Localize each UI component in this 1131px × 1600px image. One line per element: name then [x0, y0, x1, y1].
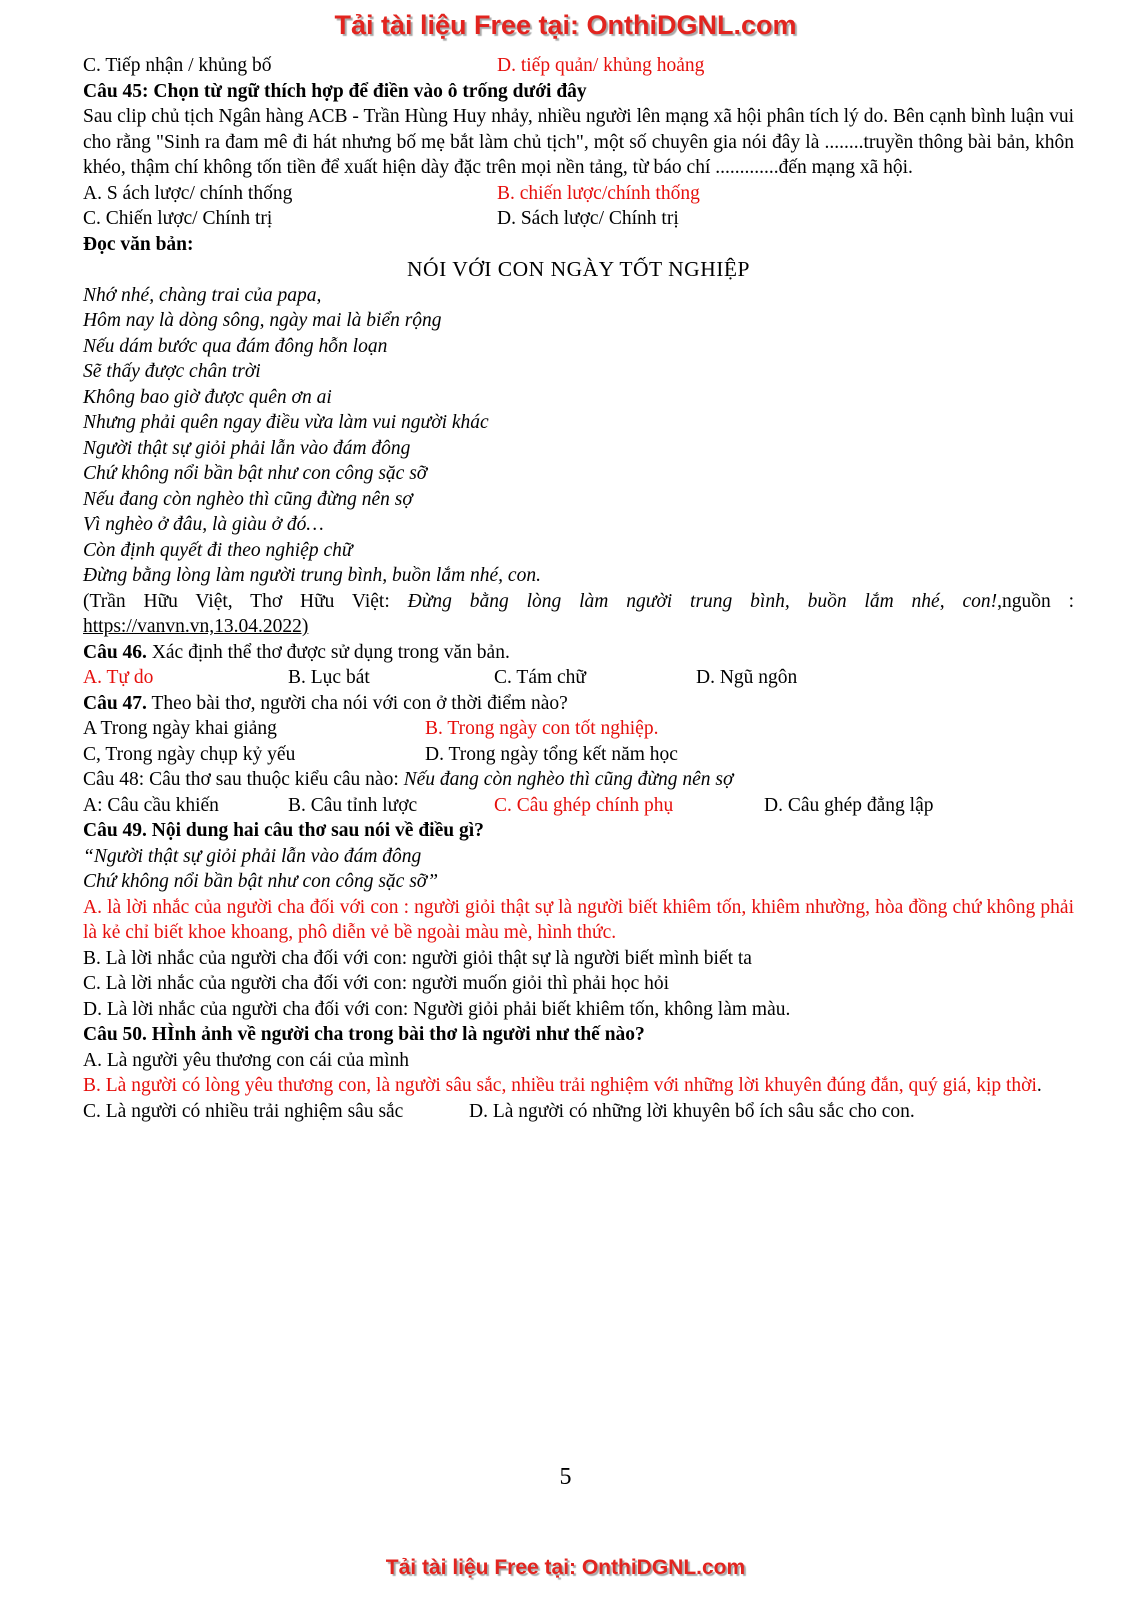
q50-option-b-period: .: [1036, 1075, 1042, 1096]
poem-line: Hôm nay là dòng sông, ngày mai là biển rộng: [83, 310, 442, 331]
q50-options-row-cd: [83, 1099, 1074, 1125]
q45-option-b: B. chiến lược/chính thống: [497, 182, 700, 204]
q50-heading: Câu 50. HÌnh ảnh về người cha trong bài thơ là người như thế nào?: [83, 1024, 645, 1045]
q45-heading: Câu 45: Chọn từ ngữ thích hợp để điền vào ô trống dưới đây: [83, 80, 587, 102]
poem-source-prefix: (Trần Hữu Việt, Thơ Hữu Việt:: [83, 590, 408, 612]
poem-line: Nhưng phải quên ngay điều vừa làm vui người khác: [83, 412, 489, 433]
poem-title: NÓI VỚI CON NGÀY TỐT NGHIỆP: [407, 257, 750, 281]
q46-option-a: A. Tự do: [83, 667, 154, 688]
q47-option-a: A Trong ngày khai giảng: [83, 718, 277, 739]
q48-options-row: [83, 793, 1074, 819]
q50-option-d: D. Là người có những lời khuyên bổ ích sâu sắc cho con.: [469, 1100, 915, 1122]
bottom-banner: Tải tài liệu Free tại: OnthiDGNL.com: [385, 1556, 746, 1579]
q45-option-c: C. Chiến lược/ Chính trị: [83, 208, 273, 229]
q47-heading-number: Câu 47.: [83, 692, 147, 714]
poem-line: Sẽ thấy được chân trời: [83, 361, 261, 382]
q45-option-a: A. S ách lược/ chính thống: [83, 182, 293, 204]
poem-line: Nếu dám bước qua đám đông hỗn loạn: [83, 335, 388, 357]
poem-line: Người thật sự giỏi phải lẫn vào đám đông: [83, 437, 411, 459]
q45-options-row-2: [83, 206, 1074, 232]
q44-option-c: C. Tiếp nhận / khủng bố: [83, 55, 272, 76]
q45-options-row-1: [83, 181, 1074, 207]
q49-option-c: C. Là lời nhắc của người cha đối với con: người muốn giỏi thì phải học hỏi: [83, 973, 670, 994]
q49-option-b: B. Là lời nhắc của người cha đối với con: người giỏi thật sự là người biết mình biết ta: [83, 947, 752, 969]
q46-option-d: D. Ngũ ngôn: [696, 667, 798, 688]
q50-option-b-text: B. Là người có lòng yêu thương con, là người sâu sắc, nhiều trải nghiệm với những lời khuyên đúng đắn, quý giá, kịp thời: [83, 1075, 1037, 1096]
question-46: [83, 640, 1074, 691]
question-49: [83, 818, 1074, 1022]
q47-heading-text: Theo bài thơ, người cha nói với con ở thời điểm nào?: [146, 692, 568, 714]
q47-heading: [83, 691, 1074, 717]
q48-heading-quote: Nếu đang còn nghèo thì cũng đừng nên sợ: [403, 769, 734, 790]
q47-options-row-1: [83, 716, 1074, 742]
q47-option-d: D. Trong ngày tổng kết năm học: [425, 743, 678, 765]
poem-line: Đừng bằng lòng làm người trung bình, buồn lắm nhé, con.: [83, 565, 541, 586]
q48-option-d: D. Câu ghép đẳng lập: [764, 794, 934, 816]
poem-line: Nếu đang còn nghèo thì cũng đừng nên sợ: [83, 488, 413, 510]
q50-option-b: [83, 1073, 1074, 1099]
poem-line: Chứ không nổi bần bật như con công sặc sỡ: [83, 463, 428, 484]
q48-heading-text: Câu 48: Câu thơ sau thuộc kiểu câu nào:: [83, 769, 404, 790]
poem-line: Vì nghèo ở đâu, là giàu ở đó…: [83, 514, 324, 535]
q50-option-c: C. Là người có nhiều trải nghiệm sâu sắc: [83, 1100, 404, 1122]
q46-option-c: C. Tám chữ: [494, 667, 586, 688]
poem-line: Còn định quyết đi theo nghiệp chữ: [83, 539, 353, 561]
question-45: [83, 79, 1074, 232]
q47-options-row-2: [83, 742, 1074, 768]
question-48: [83, 767, 1074, 818]
poem-source-title: Đừng bằng lòng làm người trung bình, buồn lắm nhé, con!: [407, 590, 998, 612]
q48-option-c: C. Câu ghép chính phụ: [494, 794, 674, 816]
q46-heading-text: Xác định thể thơ được sử dụng trong văn bản.: [146, 641, 510, 663]
q49-option-a: A. là lời nhắc của người cha đối với con : người giỏi thật sự là người biết khiêm tốn, khiêm nhường, hòa đồng chứ không phải là kẻ chỉ biết khoe khoang, phô diễn vẻ bề ngoài màu mè, hình thức.: [83, 896, 1074, 943]
q44-options-row: [83, 53, 1074, 79]
page-number: 5: [559, 1464, 572, 1490]
poem-line: Không bao giờ được quên ơn ai: [83, 386, 332, 408]
document-body: [0, 53, 1131, 1124]
reading-label: Đọc văn bản:: [83, 233, 194, 255]
q46-option-b: B. Lục bát: [288, 667, 370, 688]
q48-heading: [83, 767, 1074, 793]
q48-option-b: B. Câu tỉnh lược: [288, 794, 418, 816]
q49-quote-line-2: Chứ không nổi bần bật như con công sặc sỡ”: [83, 871, 439, 892]
poem: [83, 283, 1074, 589]
q45-option-d: D. Sách lược/ Chính trị: [497, 208, 679, 229]
q46-heading-number: Câu 46.: [83, 641, 147, 663]
q44-option-d: D. tiếp quản/ khủng hoảng: [497, 55, 705, 76]
poem-source-suffix: ,nguồn :: [997, 590, 1075, 612]
q46-options-row: [83, 665, 1074, 691]
top-banner: Tải tài liệu Free tại: OnthiDGNL.com: [334, 10, 797, 40]
poem-source-link-line: [83, 614, 1074, 640]
q49-option-d: D. Là lời nhắc của người cha đối với con: Người giỏi phải biết khiêm tốn, không làm màu.: [83, 998, 791, 1020]
q49-quote-line-1: “Người thật sự giỏi phải lẫn vào đám đông: [83, 845, 422, 867]
poem-source-link[interactable]: https://vanvn.vn,13.04.2022): [83, 616, 309, 637]
q49-heading: Câu 49. Nội dung hai câu thơ sau nói về điều gì?: [83, 820, 484, 841]
reading-passage: [83, 232, 1074, 640]
question-47: [83, 691, 1074, 768]
q45-paragraph: Sau clip chủ tịch Ngân hàng ACB - Trần Hùng Huy nhảy, nhiều người lên mạng xã hội phân tích lý do. Bên cạnh bình luận vui cho rằng "Sinh ra đam mê đi hát nhưng bố mẹ bắt làm chủ tịch", một số chuyên gia nói đây là ........truyền thông bài bản, khôn khéo, thậm chí không tốn tiền để xuất hiện dày đặc trên mọi nền tảng, từ báo chí .............đến mạng xã hội.: [83, 106, 1074, 178]
q50-option-a: A. Là người yêu thương con cái của mình: [83, 1049, 410, 1071]
poem-line: Nhớ nhé, chàng trai của papa,: [83, 284, 322, 306]
q46-heading: [83, 640, 1074, 666]
q47-option-c: C, Trong ngày chụp kỷ yếu: [83, 743, 296, 765]
q47-option-b: B. Trong ngày con tốt nghiệp.: [425, 718, 659, 739]
poem-source: [83, 589, 1074, 615]
q48-option-a: A: Câu cầu khiến: [83, 794, 219, 816]
question-50: [83, 1022, 1074, 1124]
